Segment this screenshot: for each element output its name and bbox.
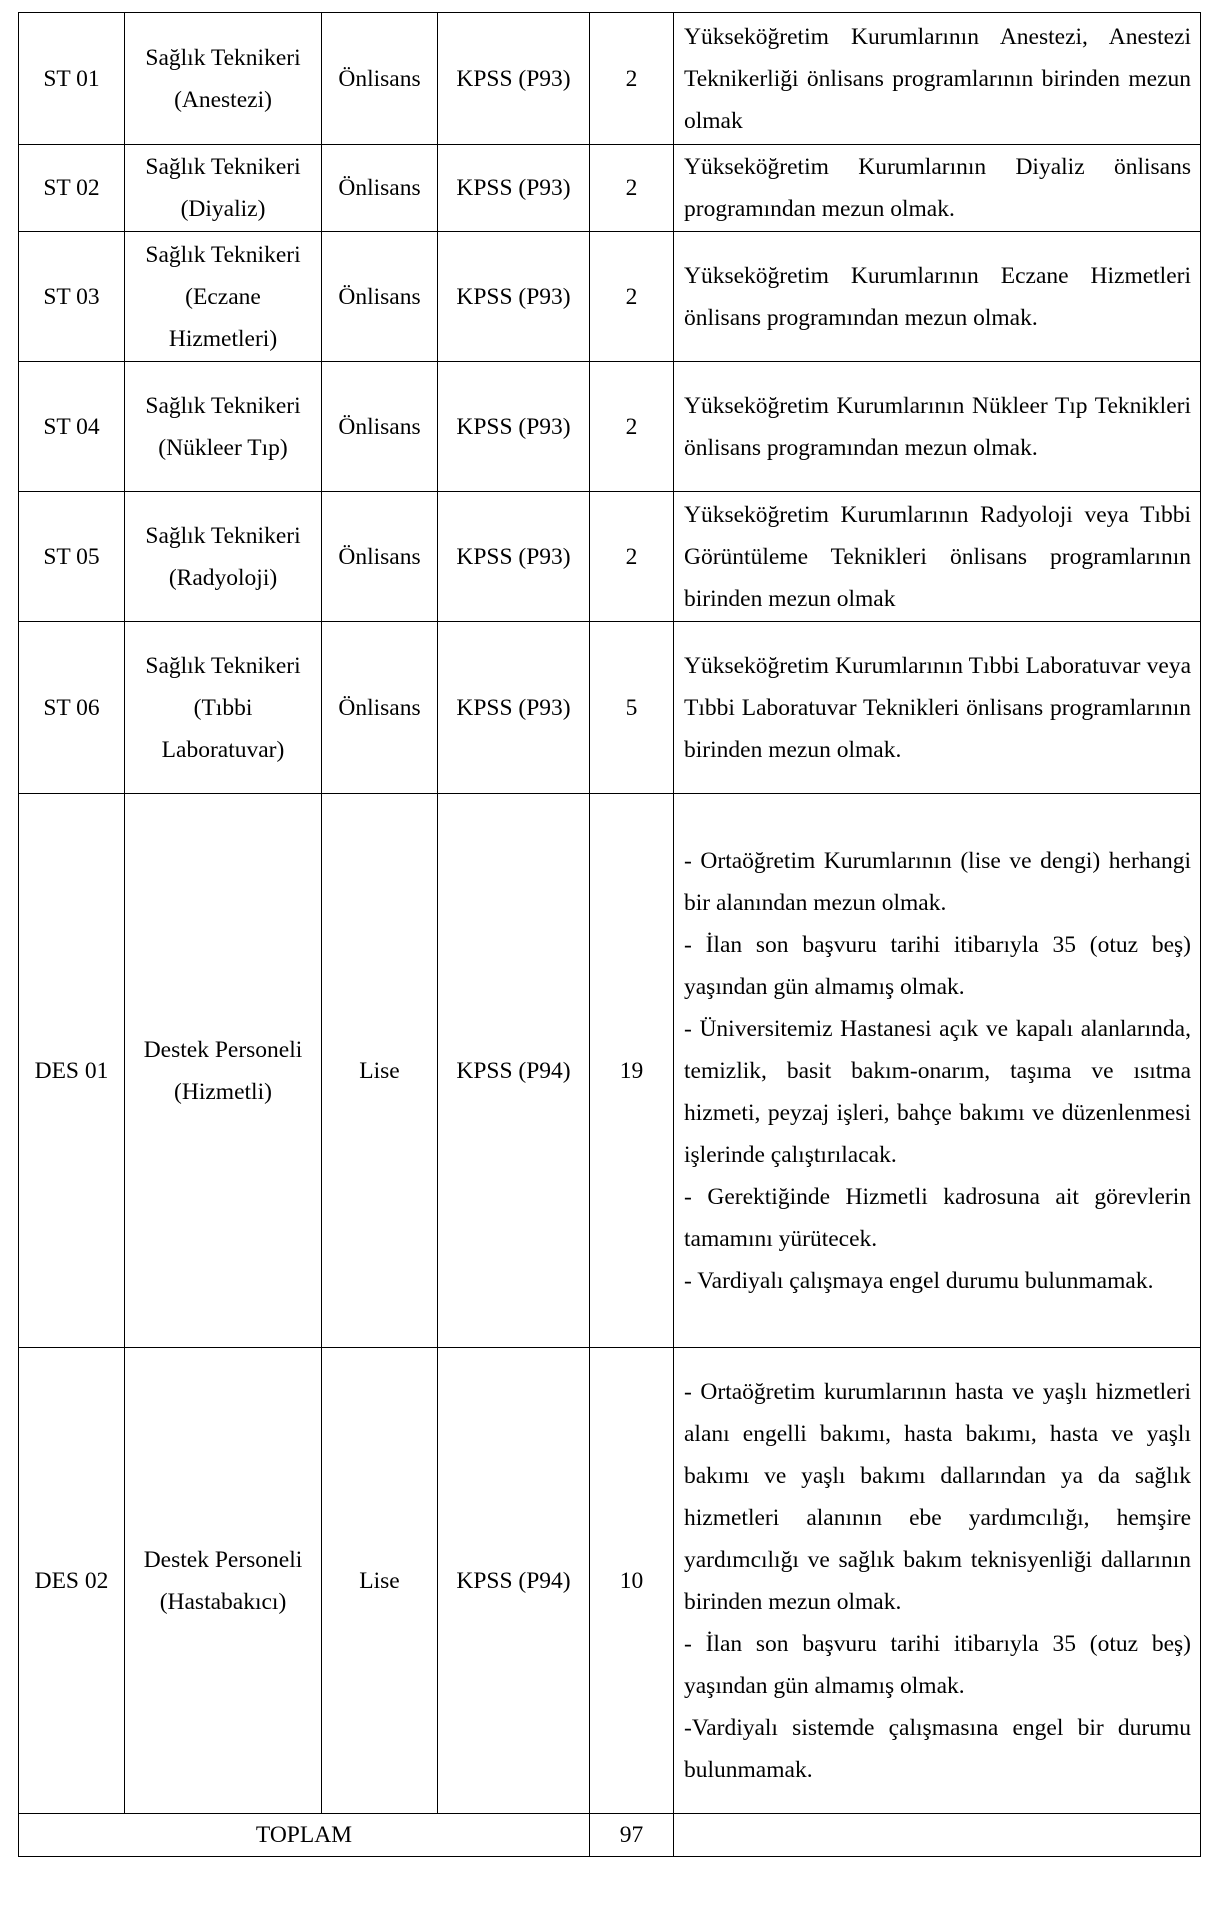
table-row (19, 794, 1201, 1348)
position-title (125, 794, 322, 1348)
position-code: DES 02 (19, 1348, 125, 1814)
position-title (125, 362, 322, 492)
position-title-line: (Diyaliz) (180, 196, 266, 222)
qualification-item: - Ortaöğretim kurumlarının hasta ve yaşlı hizmetleri alanı engelli bakımı, hasta bakımı, hasta ve yaşlı bakımı ve yaşlı bakımı dallarından ya da sağlık hizmetleri alanının ebe yardımcılığı, hemşire yardımcılığı ve sağlık bakım teknisyenliği dallarının birinden mezun olmak. (684, 1378, 1191, 1615)
table-row (19, 362, 1201, 492)
education-level: Lise (322, 1348, 438, 1814)
table-row (19, 1348, 1201, 1814)
table-body (19, 13, 1201, 1857)
exam-type: KPSS (P94) (438, 1348, 590, 1814)
exam-type: KPSS (P93) (438, 145, 590, 232)
qualification-item: Yükseköğretim Kurumlarının Radyoloji veya Tıbbi Görüntüleme Teknikleri önlisans programlarının birinden mezun olmak (684, 501, 1191, 612)
position-title-line: Hizmetleri) (168, 325, 278, 352)
position-title-line: (Eczane (185, 283, 261, 310)
position-count: 19 (590, 794, 674, 1348)
position-title (125, 1348, 322, 1814)
position-title-line: Sağlık Teknikeri (145, 652, 301, 679)
qualification-item: - Üniversitemiz Hastanesi açık ve kapalı alanlarında, temizlik, basit bakım-onarım, taşıma ve ısıtma hizmeti, peyzaj işleri, bahçe bakımı ve düzenlenmesi işlerinde çalıştırılacak. (684, 1015, 1191, 1168)
total-label: TOPLAM (19, 1814, 590, 1857)
exam-type: KPSS (P93) (438, 362, 590, 492)
education-level: Önlisans (322, 232, 438, 362)
position-count: 5 (590, 622, 674, 794)
position-title (125, 13, 322, 145)
qualification-description (674, 794, 1201, 1348)
position-count: 2 (590, 145, 674, 232)
total-count: 97 (590, 1814, 674, 1857)
education-level: Önlisans (322, 145, 438, 232)
table-row (19, 622, 1201, 794)
table-row (19, 145, 1201, 232)
position-title-line: Sağlık Teknikeri (145, 392, 301, 419)
exam-type: KPSS (P94) (438, 794, 590, 1348)
position-title-line: Destek Personeli (143, 1546, 303, 1573)
qualification-description (674, 13, 1201, 145)
position-title-line: (Hizmetli) (174, 1078, 272, 1105)
qualification-item: Yükseköğretim Kurumlarının Anestezi, Anestezi Teknikerliği önlisans programlarının birinden mezun olmak (684, 23, 1191, 134)
position-title-line: (Tıbbi (193, 694, 253, 721)
position-code: ST 04 (19, 362, 125, 492)
position-code: ST 03 (19, 232, 125, 362)
position-code: ST 05 (19, 492, 125, 622)
qualification-item: -Vardiyalı sistemde çalışmasına engel bir durumu bulunmamak. (684, 1714, 1191, 1783)
position-code: ST 02 (19, 145, 125, 232)
qualification-item: Yükseköğretim Kurumlarının Eczane Hizmetleri önlisans programından mezun olmak. (684, 262, 1191, 331)
position-title (125, 622, 322, 794)
position-title-line: Laboratuvar) (161, 736, 285, 763)
position-count: 10 (590, 1348, 674, 1814)
position-code: ST 06 (19, 622, 125, 794)
exam-type: KPSS (P93) (438, 492, 590, 622)
position-title-line: Sağlık Teknikeri (145, 44, 301, 71)
qualification-description (674, 492, 1201, 622)
qualification-item: - Gerektiğinde Hizmetli kadrosuna ait görevlerin tamamını yürütecek. (684, 1183, 1191, 1252)
position-count: 2 (590, 232, 674, 362)
qualification-item: - Ortaöğretim Kurumlarının (lise ve dengi) herhangi bir alanından mezun olmak. (684, 847, 1191, 916)
qualification-description (674, 232, 1201, 362)
qualification-item: - Vardiyalı çalışmaya engel durumu bulunmamak. (684, 1267, 1154, 1294)
qualification-description (674, 362, 1201, 492)
position-title (125, 492, 322, 622)
positions-table (18, 12, 1201, 1857)
education-level: Önlisans (322, 622, 438, 794)
qualification-description (674, 1348, 1201, 1814)
exam-type: KPSS (P93) (438, 232, 590, 362)
position-title-line: Sağlık Teknikeri (145, 154, 301, 180)
position-title-line: (Anestezi) (174, 86, 272, 113)
position-title-line: Destek Personeli (143, 1036, 303, 1063)
table-row (19, 232, 1201, 362)
position-count: 2 (590, 362, 674, 492)
position-title-line: Sağlık Teknikeri (145, 522, 301, 549)
position-title-line: (Nükleer Tıp) (158, 434, 288, 461)
qualification-item: Yükseköğretim Kurumlarının Nükleer Tıp Teknikleri önlisans programından mezun olmak. (684, 392, 1191, 461)
education-level: Lise (322, 794, 438, 1348)
position-count: 2 (590, 13, 674, 145)
exam-type: KPSS (P93) (438, 622, 590, 794)
position-count: 2 (590, 492, 674, 622)
qualification-item: - İlan son başvuru tarihi itibarıyla 35 (otuz beş) yaşından gün almamış olmak. (684, 931, 1191, 1000)
education-level: Önlisans (322, 362, 438, 492)
qualification-item: - İlan son başvuru tarihi itibarıyla 35 (otuz beş) yaşından gün almamış olmak. (684, 1630, 1191, 1699)
qualification-item: Yükseköğretim Kurumlarının Tıbbi Laboratuvar veya Tıbbi Laboratuvar Teknikleri önlisans programlarının birinden mezun olmak. (684, 652, 1191, 763)
position-title-line: (Radyoloji) (168, 564, 278, 591)
position-code: DES 01 (19, 794, 125, 1348)
education-level: Önlisans (322, 13, 438, 145)
position-code: ST 01 (19, 13, 125, 145)
position-title-line: (Hastabakıcı) (159, 1588, 287, 1615)
education-level: Önlisans (322, 492, 438, 622)
position-title-line: Sağlık Teknikeri (145, 241, 301, 268)
qualification-item: Yükseköğretim Kurumlarının Diyaliz önlisans programından mezun olmak. (684, 154, 1191, 222)
qualification-description (674, 622, 1201, 794)
qualification-description (674, 145, 1201, 232)
total-empty-cell (674, 1814, 1201, 1857)
table-row (19, 13, 1201, 145)
position-title (125, 145, 322, 232)
exam-type: KPSS (P93) (438, 13, 590, 145)
position-title (125, 232, 322, 362)
table-row (19, 492, 1201, 622)
total-row (19, 1814, 1201, 1857)
